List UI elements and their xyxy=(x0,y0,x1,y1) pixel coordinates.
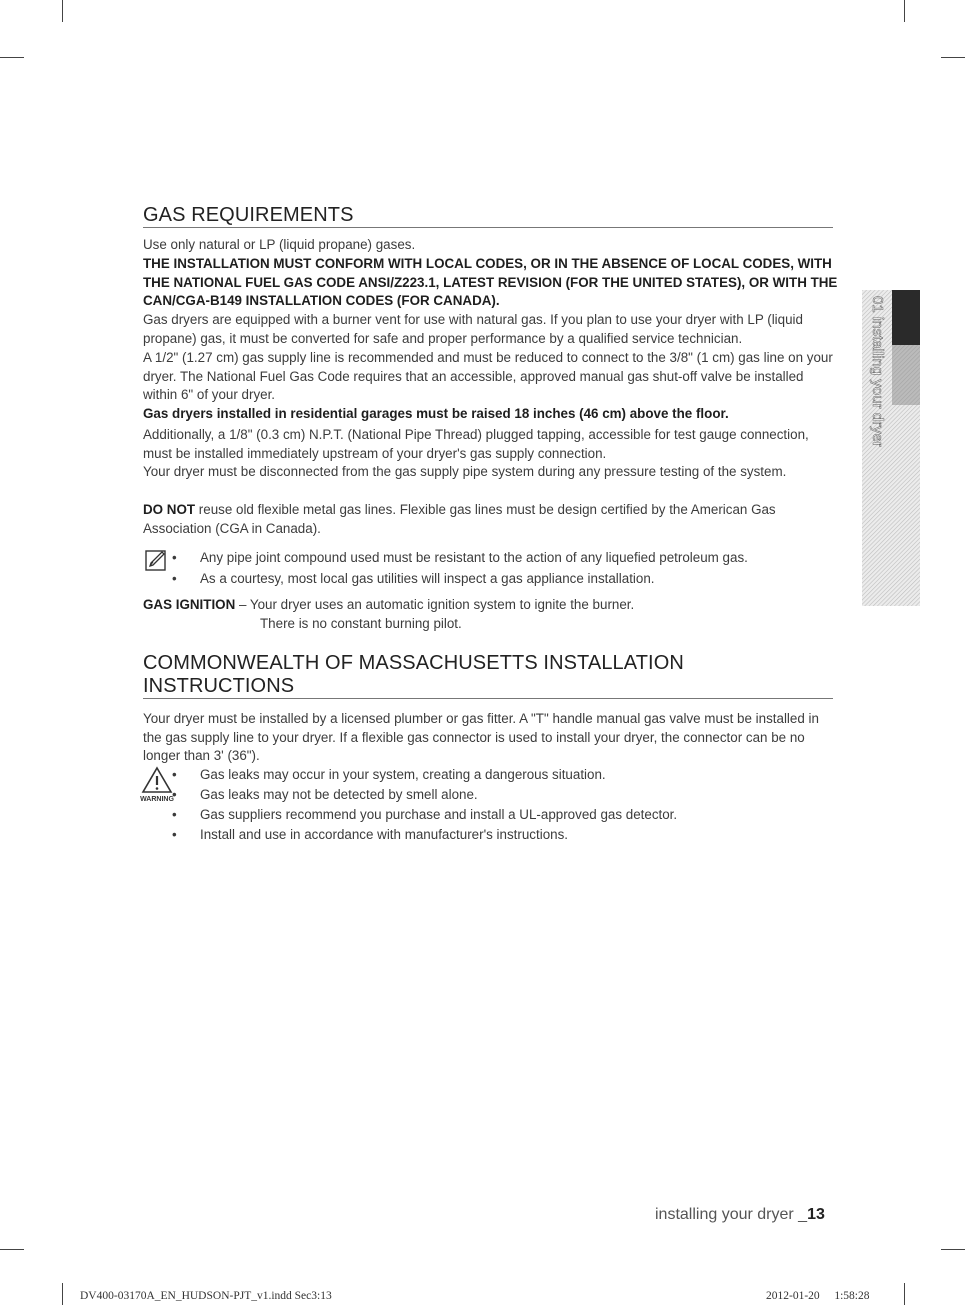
note-icon xyxy=(145,550,169,572)
gas-ignition-label: GAS IGNITION xyxy=(143,597,236,612)
paragraph: Your dryer must be disconnected from the gas supply pipe system during any pressure testing of the system. xyxy=(143,464,787,479)
section-title-gas-requirements: GAS REQUIREMENTS xyxy=(143,204,833,228)
warning-icon xyxy=(140,766,176,804)
chapter-side-tab xyxy=(862,290,920,606)
paragraph-codes-bold: THE INSTALLATION MUST CONFORM WITH LOCAL CODES, OR IN THE ABSENCE OF LOCAL CODES, WITH THE NATIONAL FUEL GAS CODE ANSI/Z223.1, LATEST REVISION (FOR THE UNITED STATES), OR WITH THE CAN/CGA-B149 INSTALLATION CODES (FOR CANADA). xyxy=(143,256,838,309)
gas-ignition-continuation: There is no constant burning pilot. xyxy=(260,616,462,631)
warning-bullet: • Gas leaks may occur in your system, creating a dangerous situation. xyxy=(172,767,606,782)
paragraph: Use only natural or LP (liquid propane) gases. xyxy=(143,237,416,252)
paragraph: Gas dryers are equipped with a burner vent for use with natural gas. If you plan to use your dryer with LP (liquid propane) gas, it must be converted for safe and proper performance by a qualified service technician. xyxy=(143,312,803,346)
title-line: INSTRUCTIONS xyxy=(143,675,295,697)
crop-mark xyxy=(62,0,63,22)
warning-label: WARNING xyxy=(140,796,174,803)
section-title-massachusetts xyxy=(143,652,833,699)
paragraph: Additionally, a 1/8" (0.3 cm) N.P.T. (National Pipe Thread) plugged tapping, accessible for test gauge connection, must be installed immediately upstream of your dryer's gas supply connection. xyxy=(143,427,809,461)
footer-section-name: installing your dryer _ xyxy=(655,1206,808,1223)
print-slug-right: 2012-01-20   1:58:28 xyxy=(766,1290,870,1302)
page-number: 13 xyxy=(807,1206,825,1223)
paragraph: Your dryer must be installed by a licensed plumber or gas fitter. A "T" handle manual gas valve must be installed in the gas supply line to your dryer. If a flexible gas connector is used to install your dryer, the connector can be no longer than 3' (36"). xyxy=(143,711,819,764)
crop-mark xyxy=(0,1249,24,1250)
crop-mark xyxy=(0,57,24,58)
title-line: COMMONWEALTH OF MASSACHUSETTS INSTALLATION xyxy=(143,652,684,674)
gas-ignition-paragraph: GAS IGNITION – Your dryer uses an automatic ignition system to ignite the burner. xyxy=(143,597,635,612)
side-tab-label: 01 installing your dryer xyxy=(869,296,886,447)
crop-mark xyxy=(941,1249,965,1250)
note-bullet: • Any pipe joint compound used must be resistant to the action of any liquefied petroleum gas. xyxy=(172,550,748,565)
crop-mark xyxy=(904,0,905,22)
crop-mark xyxy=(904,1283,905,1305)
paragraph-do-not xyxy=(143,501,838,538)
warning-bullet: • Gas suppliers recommend you purchase and install a UL-approved gas detector. xyxy=(172,807,678,822)
note-bullet: • As a courtesy, most local gas utilities will inspect a gas appliance installation. xyxy=(172,571,655,586)
warning-bullet: • Install and use in accordance with manufacturer's instructions. xyxy=(172,827,569,842)
do-not-text: reuse old flexible metal gas lines. Flexible gas lines must be design certified by the American Gas Association (CGA in Canada). xyxy=(143,502,776,536)
crop-mark xyxy=(941,57,965,58)
crop-mark xyxy=(62,1283,63,1305)
paragraph: A 1/2" (1.27 cm) gas supply line is recommended and must be reduced to connect to the 3/8" (1 cm) gas line on your dryer. The National Fuel Gas Code requires that an accessible, approved manual gas shut-off valve be installed within 6" of your dryer. xyxy=(143,350,833,403)
print-slug-left: DV400-03170A_EN_HUDSON-PJT_v1.indd Sec3:13 xyxy=(80,1290,332,1302)
page-footer xyxy=(655,1206,825,1224)
do-not-label: DO NOT xyxy=(143,502,196,517)
warning-bullet: • Gas leaks may not be detected by smell alone. xyxy=(172,787,478,802)
paragraph-garage-bold: Gas dryers installed in residential garages must be raised 18 inches (46 cm) above the floor. xyxy=(143,406,729,421)
